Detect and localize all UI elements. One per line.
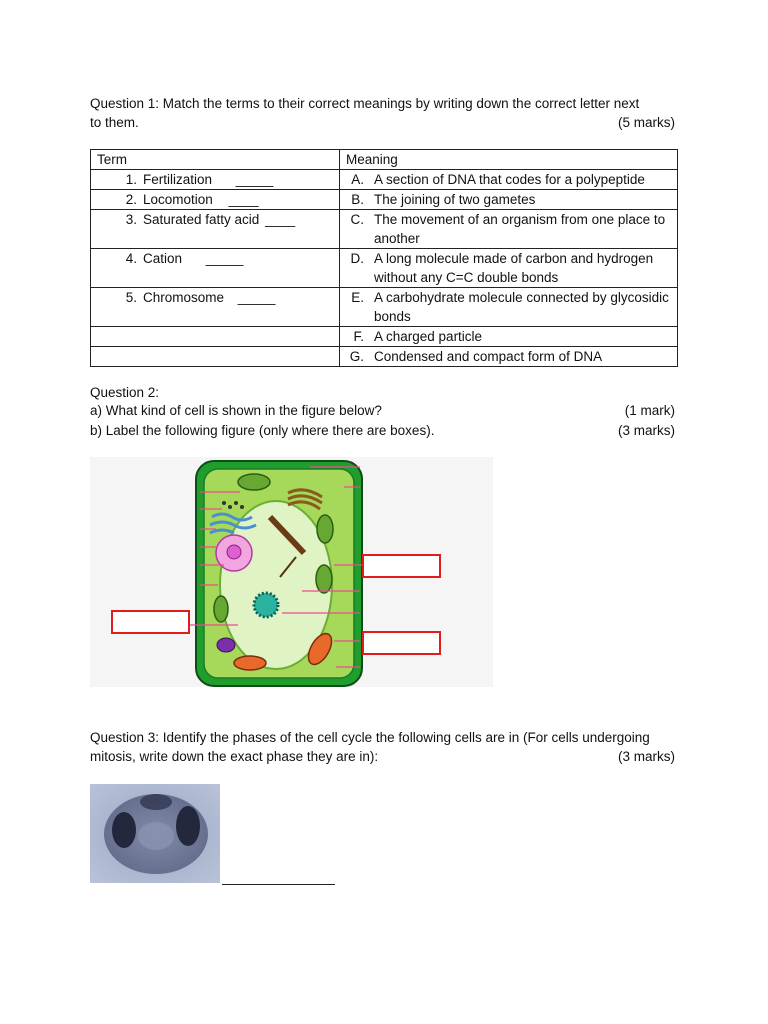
q2-part-b-marks: (3 marks) (618, 423, 675, 438)
table-row (91, 170, 678, 190)
mitochondrion (234, 656, 266, 670)
peroxisome (254, 593, 278, 617)
term-header: Term (91, 150, 340, 170)
term-text: Fertilization (143, 172, 213, 187)
term-cell (91, 170, 340, 190)
meaning-text: A charged particle (374, 329, 483, 344)
label-answer-box[interactable] (363, 555, 440, 577)
term-number: 2. (125, 192, 137, 207)
q2-part-a-marks: (1 mark) (624, 403, 675, 418)
term-number: 4. (125, 251, 137, 266)
term-cell (91, 288, 340, 327)
q1-prompt-line2: to them. (90, 115, 139, 130)
answer-blank[interactable]: _____ (237, 290, 276, 305)
answer-blank[interactable]: ____ (228, 192, 259, 207)
phase-answer-line[interactable] (222, 872, 335, 885)
term-number: 5. (125, 290, 137, 305)
matching-table (90, 149, 678, 367)
ribosome (240, 505, 244, 509)
meaning-cell (340, 347, 678, 367)
term-cell (91, 249, 340, 288)
table-row (91, 249, 678, 288)
meaning-cell (340, 190, 678, 210)
q2-title: Question 2: (90, 385, 160, 400)
label-answer-box[interactable] (112, 611, 189, 633)
q2-part-a: a) What kind of cell is shown in the figure below? (90, 403, 382, 418)
meaning-text: The movement of an organism from one place to another (374, 212, 666, 246)
table-row (91, 210, 678, 249)
term-text: Saturated fatty acid (143, 212, 260, 227)
meaning-letter: B. (351, 192, 364, 207)
label-answer-box[interactable] (363, 632, 440, 654)
answer-blank[interactable]: _____ (205, 251, 244, 266)
table-row (91, 288, 678, 327)
chromatid-mass (140, 794, 172, 810)
q3-prompt-line2: mitosis, write down the exact phase they are in): (90, 749, 379, 764)
meaning-header: Meaning (340, 150, 678, 170)
ribosome (222, 501, 226, 505)
chloroplast (214, 596, 228, 622)
plant-cell-diagram (90, 457, 493, 687)
meaning-letter: F. (353, 329, 364, 344)
term-number: 1. (125, 172, 137, 187)
term-number: 3. (125, 212, 137, 227)
meaning-cell (340, 249, 678, 288)
q3-prompt-line1: Question 3: Identify the phases of the cell cycle the following cells are in (For cells undergoing (90, 730, 650, 745)
q3-marks: (3 marks) (618, 749, 675, 764)
term-cell (91, 327, 340, 347)
cell-centre (138, 822, 174, 850)
answer-blank[interactable]: _____ (235, 172, 274, 187)
term-text: Cation (143, 251, 183, 266)
term-text: Locomotion (143, 192, 213, 207)
q1-prompt-line1: Question 1: Match the terms to their correct meanings by writing down the correct letter next (90, 96, 640, 111)
meaning-cell (340, 327, 678, 347)
chromatid-mass (176, 806, 200, 846)
table-row (91, 327, 678, 347)
meaning-letter: A. (351, 172, 364, 187)
vesicle (217, 638, 235, 652)
meaning-cell (340, 288, 678, 327)
meaning-text: A long molecule made of carbon and hydrogen without any C=C double bonds (374, 251, 654, 285)
term-cell (91, 210, 340, 249)
table-row (91, 190, 678, 210)
ribosome (234, 501, 238, 505)
nucleolus (227, 545, 241, 559)
term-cell (91, 190, 340, 210)
chloroplast (238, 474, 270, 490)
table-row (91, 347, 678, 367)
table-header-row (91, 150, 678, 170)
q1-marks: (5 marks) (618, 115, 675, 130)
meaning-letter: D. (350, 251, 364, 266)
plant-cell-figure (90, 457, 493, 687)
meaning-cell (340, 210, 678, 249)
meaning-letter: E. (351, 290, 364, 305)
term-cell (91, 347, 340, 367)
micrograph-image (90, 784, 220, 883)
cell-micrograph (90, 784, 220, 883)
q2-part-b: b) Label the following figure (only where there are boxes). (90, 423, 435, 438)
answer-blank[interactable]: ____ (265, 212, 296, 227)
meaning-text: The joining of two gametes (374, 192, 536, 207)
meaning-text: A carbohydrate molecule connected by glycosidic bonds (374, 290, 669, 324)
meaning-text: A section of DNA that codes for a polypeptide (374, 172, 645, 187)
meaning-letter: C. (350, 212, 364, 227)
ribosome (228, 505, 232, 509)
meaning-text: Condensed and compact form of DNA (374, 349, 603, 364)
chromatid-mass (112, 812, 136, 848)
meaning-letter: G. (349, 349, 364, 364)
meaning-cell (340, 170, 678, 190)
term-text: Chromosome (143, 290, 225, 305)
chloroplast (317, 515, 333, 543)
chloroplast (316, 565, 332, 593)
